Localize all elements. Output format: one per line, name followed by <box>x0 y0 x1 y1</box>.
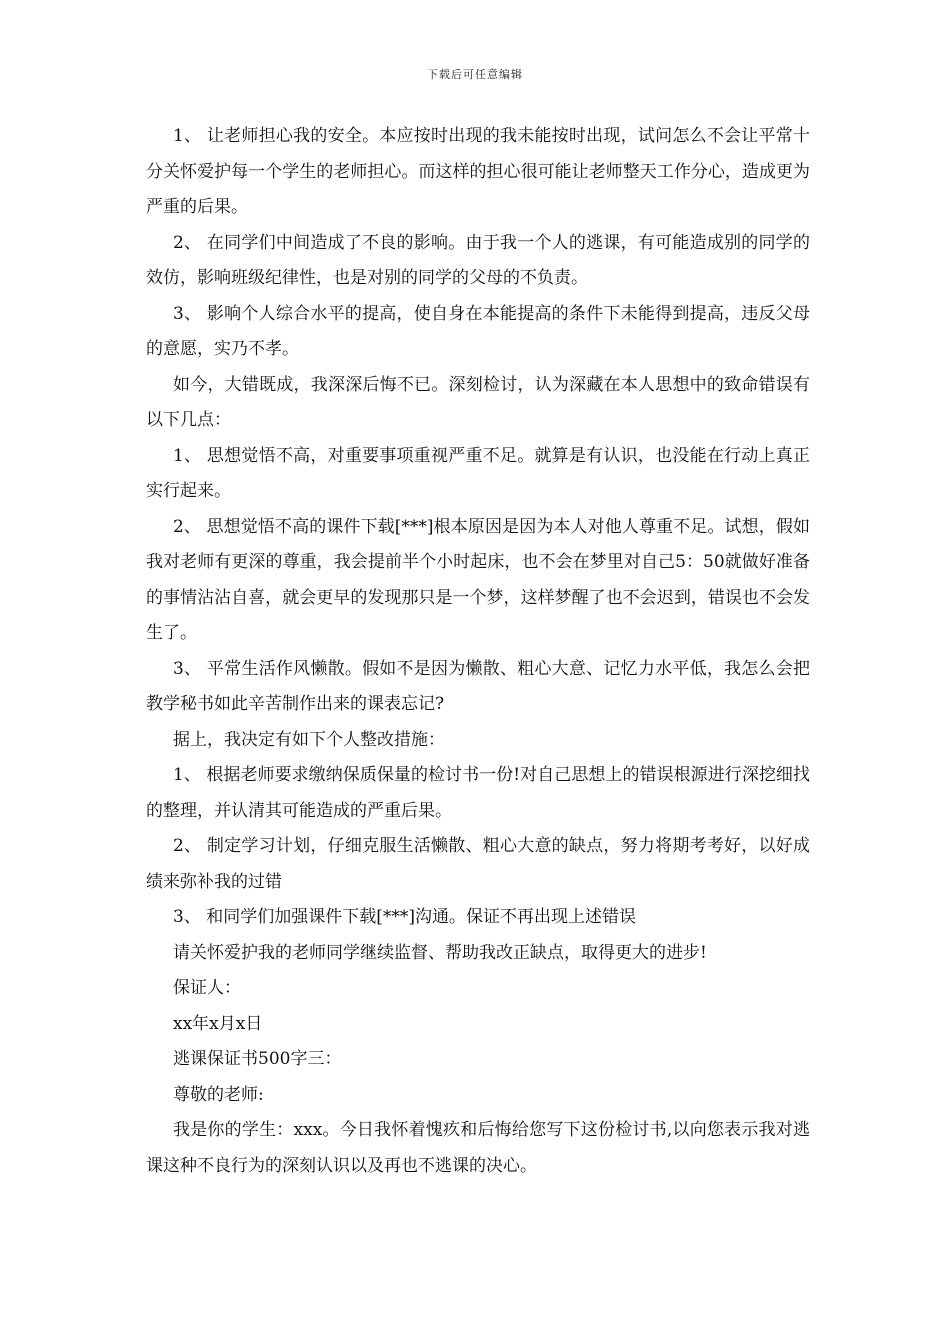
document-body <box>146 119 810 1184</box>
paragraph-17: 我是你的学生：xxx。今日我怀着愧疚和后悔给您写下这份检讨书,以向您表示我对逃课这种不良行为的深刻认识以及再也不逃课的决心。 <box>146 1120 810 1176</box>
paragraph-6: 2、 思想觉悟不高的课件下载[***]根本原因是因为本人对他人尊重不足。试想，假如我对老师有更深的尊重，我会提前半个小时起床，也不会在梦里对自己5：50就做好准备的事情沾沾自喜，就会更早的发现那只是一个梦，这样梦醒了也不会迟到，错误也不会发生了。 <box>146 516 810 643</box>
paragraph-10: 2、 制定学习计划，仔细克服生活懒散、粗心大意的缺点，努力将期考考好，以好成绩来弥补我的过错 <box>146 836 810 892</box>
paragraph-15: 逃课保证书500字三： <box>173 1049 342 1069</box>
paragraph-2: 2、 在同学们中间造成了不良的影响。由于我一个人的逃课，有可能造成别的同学的效仿，影响班级纪律性，也是对别的同学的父母的不负责。 <box>146 232 810 288</box>
paragraph-8: 据上，我决定有如下个人整改措施： <box>173 729 445 750</box>
paragraph-16: 尊敬的老师: <box>173 1084 264 1105</box>
paragraph-13: 保证人： <box>173 978 241 998</box>
paragraph-14: xx年x月x日 <box>173 1013 263 1034</box>
page-header: 下载后可任意编辑 <box>427 68 523 81</box>
paragraph-5: 1、 思想觉悟不高，对重要事项重视严重不足。就算是有认识，也没能在行动上真正实行起来。 <box>146 445 810 501</box>
paragraph-7: 3、 平常生活作风懒散。假如不是因为懒散、粗心大意、记忆力水平低，我怎么会把教学秘书如此辛苦制作出来的课表忘记? <box>146 658 810 714</box>
paragraph-11: 3、 和同学们加强课件下载[***]沟通。保证不再出现上述错误 <box>173 907 636 927</box>
paragraph-3: 3、 影响个人综合水平的提高，使自身在本能提高的条件下未能得到提高，违反父母的意愿，实乃不孝。 <box>146 303 810 359</box>
paragraph-1: 1、 让老师担心我的安全。本应按时出现的我未能按时出现，试问怎么不会让平常十分关怀爱护每一个学生的老师担心。而这样的担心很可能让老师整天工作分心，造成更为严重的后果。 <box>146 126 810 217</box>
paragraph-4: 如今，大错既成，我深深后悔不已。深刻检讨，认为深藏在本人思想中的致命错误有以下几点： <box>146 374 810 430</box>
paragraph-12: 请关怀爱护我的老师同学继续监督、帮助我改正缺点，取得更大的进步! <box>173 942 707 963</box>
paragraph-9: 1、 根据老师要求缴纳保质保量的检讨书一份!对自己思想上的错误根源进行深挖细找的整理，并认清其可能造成的严重后果。 <box>146 765 810 821</box>
